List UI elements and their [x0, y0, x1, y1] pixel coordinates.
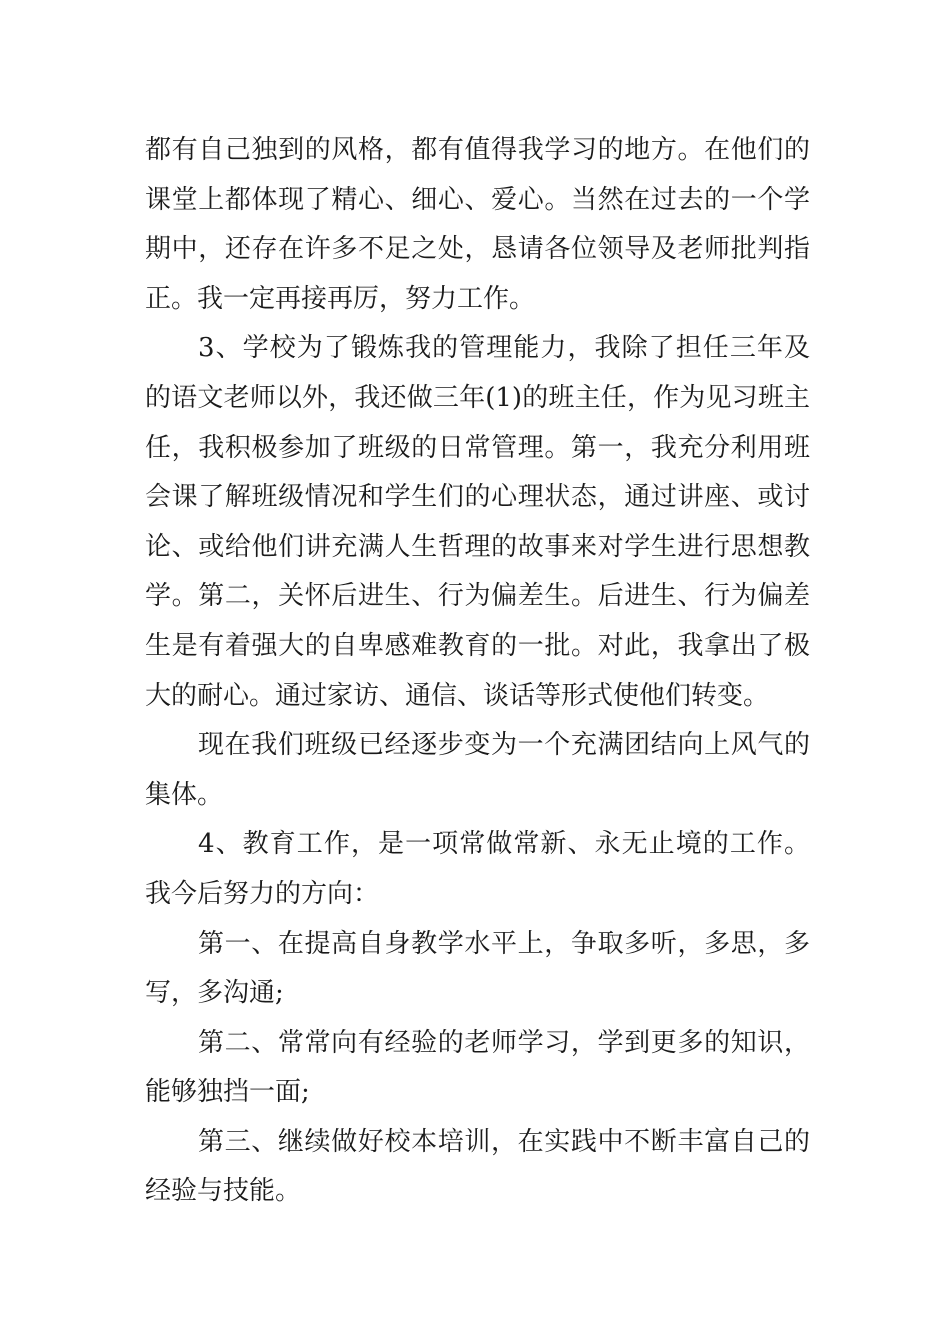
paragraph-goal-third: 第三、继续做好校本培训，在实践中不断丰富自己的经验与技能。 [145, 1126, 810, 1207]
paragraph-class-management: 3、学校为了锻炼我的管理能力，我除了担任三年及的语文老师以外，我还做三年(1)的班主任，作为见习班主任，我积极参加了班级的日常管理。第一，我充分利用班会课了解班级情况和学生们的心理状态，通过讲座、或讨论、或给他们讲充满人生哲理的故事来对学生进行思想教学。第二，关怀后进生、行为偏差生。后进生、行为偏差生是有着强大的自卑感难教育的一批。对此，我拿出了极大的耐心。通过家访、通信、谈话等形式使他们转变。 [145, 333, 810, 711]
paragraph-continuation: 都有自己独到的风格，都有值得我学习的地方。在他们的课堂上都体现了精心、细心、爱心。当然在过去的一个学期中，还存在许多不足之处，恳请各位领导及老师批判指正。我一定再接再厉，努力工作。 [145, 135, 810, 314]
paragraph-goal-first: 第一、在提高自身教学水平上，争取多听，多思，多写，多沟通; [145, 928, 810, 1009]
paragraph-future-direction: 4、教育工作，是一项常做常新、永无止境的工作。我今后努力的方向： [145, 829, 810, 909]
paragraph-class-collective: 现在我们班级已经逐步变为一个充满团结向上风气的集体。 [145, 730, 810, 810]
paragraph-goal-second: 第二、常常向有经验的老师学习，学到更多的知识，能够独挡一面; [145, 1027, 810, 1108]
document-body [145, 126, 810, 1217]
